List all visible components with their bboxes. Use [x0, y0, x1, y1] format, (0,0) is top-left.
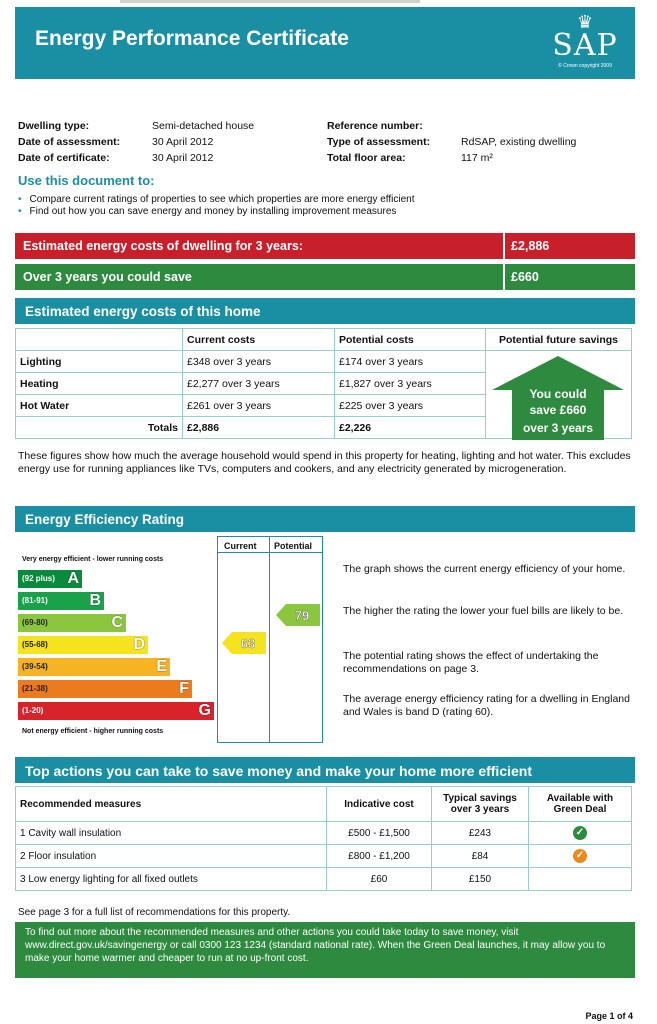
certificate-header — [15, 7, 635, 79]
crown-icon: ♛ — [576, 12, 594, 32]
band-a: (92 plus) A — [18, 570, 82, 588]
rating-text-2: The higher the rating the lower your fuel bills are likely to be. — [343, 605, 624, 617]
table-row: Hot Water £261 over 3 years £225 over 3 years — [16, 395, 632, 417]
table-row: 3 Low energy lighting for all fixed outlets £60 £150 — [16, 868, 632, 891]
costs-section-header: Estimated energy costs of this home — [15, 298, 635, 324]
potential-column — [268, 536, 323, 743]
list-item: • Compare current ratings of properties to see which properties are more energy efficient — [18, 194, 415, 206]
savings-bar: Over 3 years you could save £660 — [15, 264, 635, 290]
svg-text:79: 79 — [294, 608, 310, 623]
assessment-labels: Reference number: Type of assessment: Total floor area: — [327, 120, 431, 164]
svg-text:You could: You could — [529, 387, 587, 401]
green-deal-info-box: To find out more about the recommended measures and other actions you could take today to save money, visit www.direct.gov.uk/savingenergy or call 0300 123 1234 (standard national rate). When the Green Deal launches, it may allow you to make your home warmer and cheaper to run at no up-front cost. — [15, 922, 635, 978]
band-d: (55-68) D — [18, 636, 148, 654]
band-g: (1-20) G — [18, 702, 214, 720]
potential-column-header: Potential — [274, 541, 313, 551]
dwelling-details-values: Semi-detached house 30 April 2012 30 April 2012 — [152, 120, 255, 164]
svg-text:save £660: save £660 — [529, 403, 587, 417]
use-document-title: Use this document to: — [18, 173, 155, 188]
page-title: Energy Performance Certificate — [35, 27, 349, 50]
green-deal-check-icon: ✓ — [573, 826, 587, 840]
rating-text-3: The potential rating shows the effect of undertaking the recommendations on page 3. — [343, 650, 599, 675]
list-item: • Find out how you can save energy and money by installing improvement measures — [18, 206, 415, 218]
potential-rating-arrow — [276, 604, 320, 631]
band-e: (39-54) E — [18, 658, 170, 676]
table-row: 1 Cavity wall insulation £500 - £1,500 £243 ✓ — [16, 822, 632, 845]
efficient-note: Very energy efficient - lower running costs — [22, 556, 164, 563]
sap-logo: ♛ SAP © Crown copyright 2009 — [545, 13, 625, 75]
use-document-list — [18, 194, 415, 218]
table-row: Lighting £348 over 3 years £174 over 3 years — [16, 351, 632, 373]
costs-note: These figures show how much the average household would spend in this property for heating, lighting and hot water. This excludes energy use for running appliances like TVs, computers and cookers, and any electricity generated by microgeneration. — [18, 450, 631, 475]
savings-arrow — [492, 356, 624, 440]
inefficient-note: Not energy efficient - higher running costs — [22, 728, 164, 735]
table-row: Heating £2,277 over 3 years £1,827 over 3 years — [16, 373, 632, 395]
rating-text-4: The average energy efficiency rating for a dwelling in England and Wales is band D (rating 60). — [343, 693, 630, 718]
page-number: Page 1 of 4 — [585, 1011, 633, 1021]
band-f: (21-38) F — [18, 680, 192, 698]
band-b: (81-91) B — [18, 592, 104, 610]
table-row: 2 Floor insulation £800 - £1,200 £84 ✓ — [16, 845, 632, 868]
green-deal-check-icon: ✓ — [573, 849, 587, 863]
rating-section-header: Energy Efficiency Rating — [15, 506, 635, 532]
actions-table — [15, 786, 632, 891]
estimated-cost-value: £2,886 — [503, 233, 549, 259]
actions-section-header: Top actions you can take to save money and make your home more efficient — [15, 757, 635, 783]
table-header-row: Current costs Potential costs Potential future savings — [16, 329, 632, 351]
dwelling-details-labels: Dwelling type: Date of assessment: Date of certificate: — [18, 120, 121, 164]
top-edge — [120, 0, 420, 3]
svg-text:63: 63 — [240, 636, 256, 651]
table-header-row: Recommended measures Indicative cost Typical savings over 3 years Available with Green Deal — [16, 787, 632, 822]
estimated-cost-bar: Estimated energy costs of dwelling for 3 years: £2,886 — [15, 233, 635, 259]
rating-text-1: The graph shows the current energy efficiency of your home. — [343, 563, 626, 575]
current-rating-arrow — [222, 632, 266, 659]
totals-row: Totals £2,886 £2,226 — [16, 417, 632, 439]
header-divider — [217, 552, 322, 553]
current-column-header: Current — [224, 541, 257, 551]
assessment-values: RdSAP, existing dwelling 117 m² — [461, 136, 577, 164]
see-more-note: See page 3 for a full list of recommendations for this property. — [18, 907, 291, 918]
savings-value: £660 — [503, 264, 539, 290]
svg-text:over 3 years: over 3 years — [522, 421, 594, 435]
band-c: (69-80) C — [18, 614, 126, 632]
